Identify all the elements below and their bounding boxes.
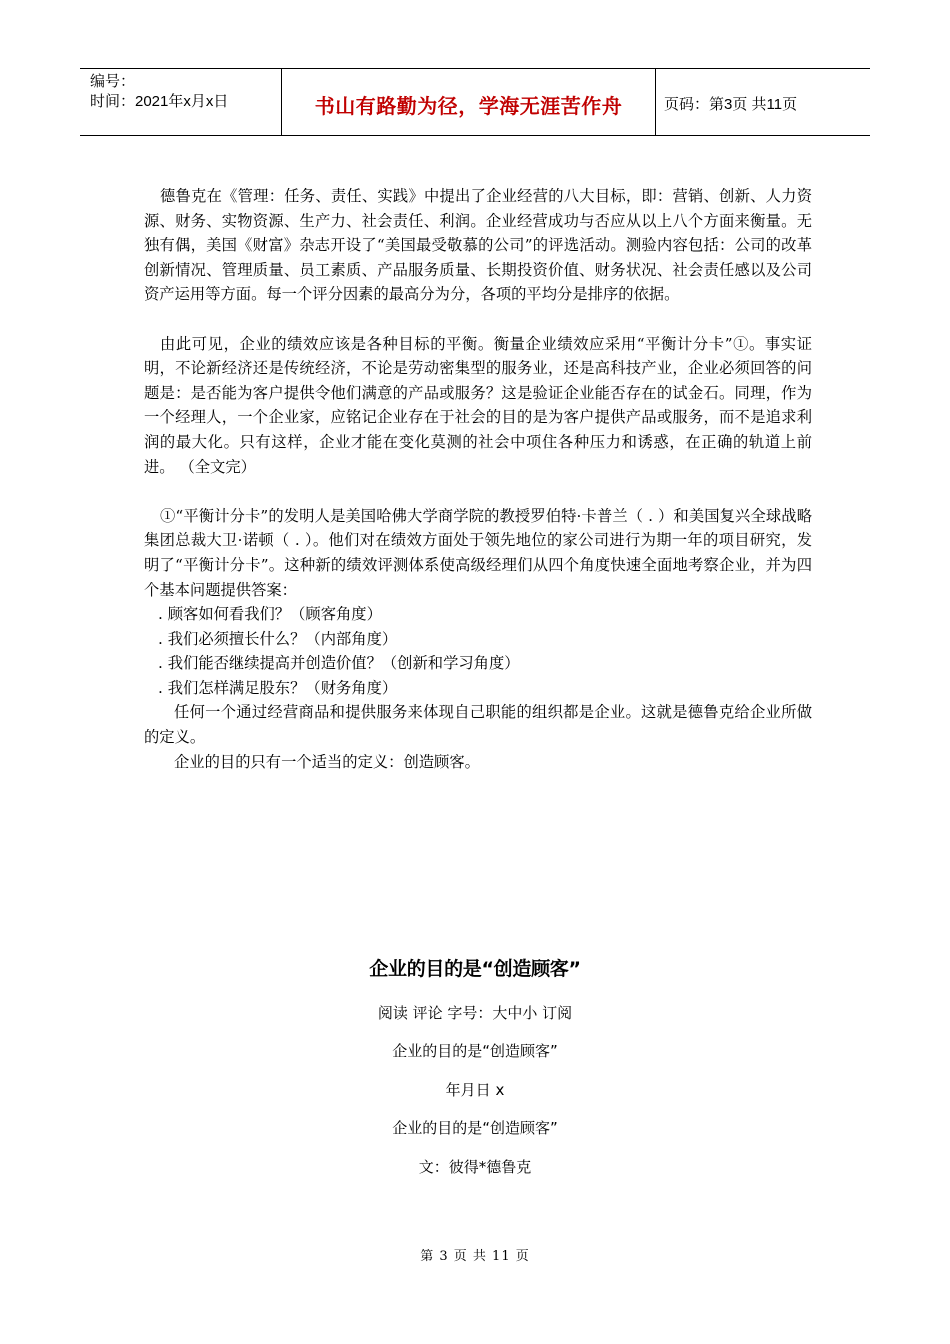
header-page-info-cell — [656, 71, 870, 135]
page-footer: 第 3 页 共 11 页 — [420, 1249, 530, 1264]
article-subtitle-repeat: 企业的目的是“创造顾客” — [392, 1119, 558, 1137]
paragraph-footnote: ①“平衡计分卡”的发明人是美国哈佛大学商学院的教授罗伯特·卡普兰（ . ）和美国复兴全球战略集团总裁大卫·诺顿（ . ）。他们对在绩效方面处于领先地位的家公司进行为期一年的项目研究，发明了“平衡计分卡”。这种新的绩效评测体系使高级经理们从四个角度快速全面地考察企业，并为四个基本问题提供答案： — [144, 506, 812, 599]
paragraph-enterprise-definition: 任何一个通过经营商品和提供服务来体现自己职能的组织都是企业。这就是德鲁克给企业所做的定义。 — [144, 703, 812, 747]
article-meta: 阅读 评论 字号：大中小 订阅 — [377, 1004, 573, 1022]
article-title: 企业的目的是“创造顾客” — [369, 958, 581, 980]
article-date: 年月日 x — [445, 1081, 505, 1099]
document-time-label: 时间：2021年x月x日 — [90, 93, 229, 110]
paragraph-balanced-scorecard: 由此可见，企业的绩效应该是各种目标的平衡。衡量企业绩效应采用“平衡计分卡”①。事实证明，不论新经济还是传统经济，不论是劳动密集型的服务业，还是高科技产业，企业必须回答的问题是：是否能为客户提供令他们满意的产品或服务？这是验证企业能否存在的试金石。同理，作为一个经理人，一个企业家，应铭记企业存在于社会的目的是为客户提供产品或服务，而不是追求利润的最大化。只有这样，企业才能在变化莫测的社会中项住各种压力和诱惑，在正确的轨道上前进。 （全文完） — [144, 334, 812, 476]
header-motto-cell — [282, 69, 656, 135]
list-item: . 我们能否继续提高并创造价值？（创新和学习角度） — [158, 654, 520, 673]
header-page-info: 页码：第3页 共11页 — [664, 95, 798, 113]
page-header — [80, 68, 870, 136]
header-meta — [80, 69, 282, 135]
list-item: . 顾客如何看我们？（顾客角度） — [158, 605, 382, 624]
article-subtitle: 企业的目的是“创造顾客” — [392, 1042, 558, 1060]
article-author: 文：彼得*德鲁克 — [418, 1158, 532, 1176]
paragraph-enterprise-purpose: 企业的目的只有一个适当的定义：创造顾客。 — [174, 752, 480, 771]
document-body — [144, 184, 812, 774]
document-number-label: 编号： — [90, 73, 136, 90]
paragraph-eight-goals: 德鲁克在《管理：任务、责任、实践》中提出了企业经营的八大目标，即：营销、创新、人力资源、财务、实物资源、生产力、社会责任、利润。企业经营成功与否应从以上八个方面来衡量。无独有偶，美国《财富》杂志开设了“美国最受敬慕的公司”的评选活动。测验内容包括：公司的改革创新情况、管理质量、员工素质、产品服务质量、长期投资价值、财务状况、社会责任感以及公司资产运用等方面。每一个评分因素的最高分为分，各项的平均分是排序的依据。 — [144, 187, 812, 304]
header-motto: 书山有路勤为径，学海无涯苦作舟 — [314, 93, 623, 118]
list-item: . 我们必须擅长什么？（内部角度） — [158, 629, 398, 648]
list-item: . 我们怎样满足股东？（财务角度） — [158, 678, 398, 697]
